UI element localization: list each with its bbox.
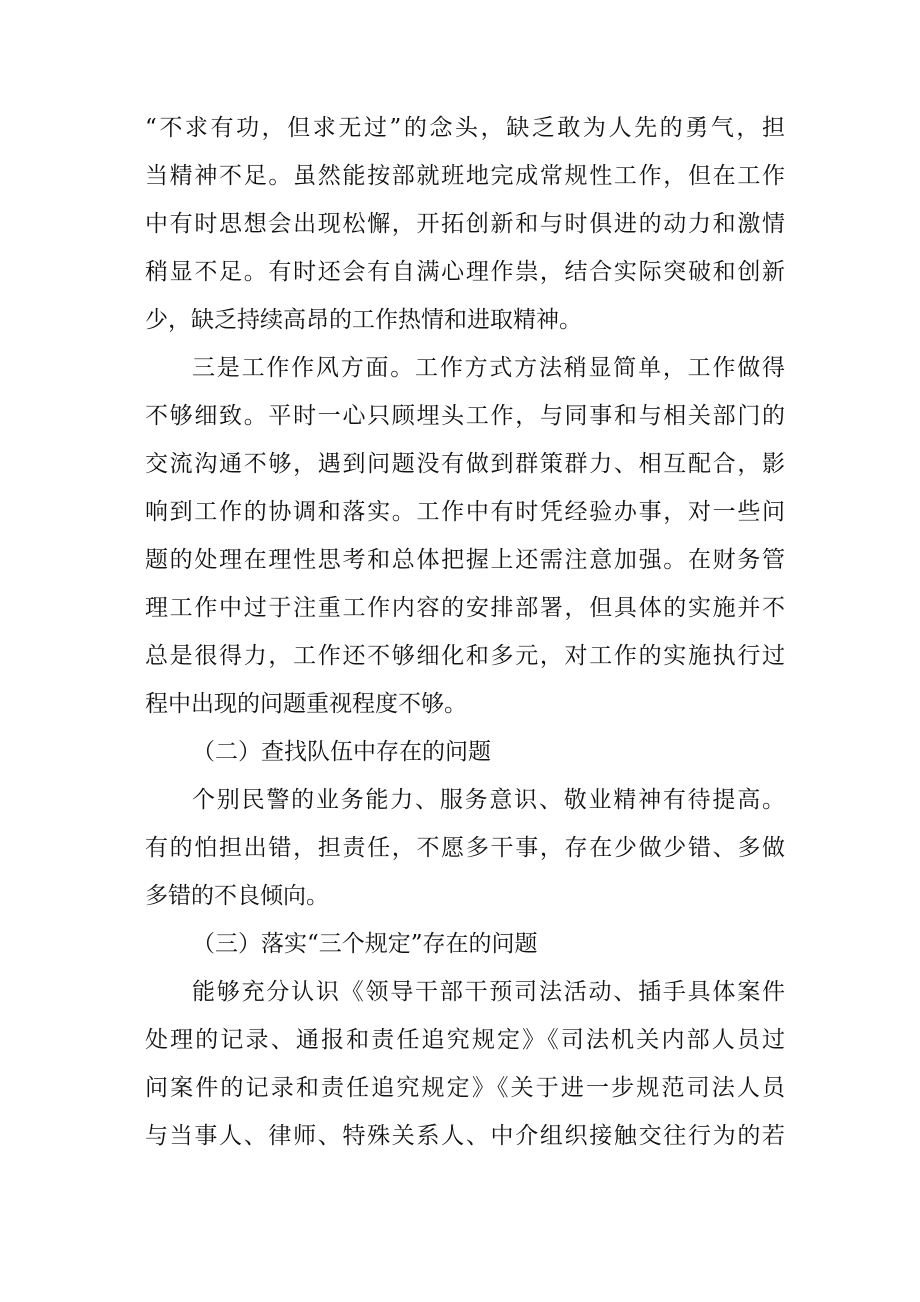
- text-line: 三是工作作风方面。工作方式方法稍显简单，工作做得: [192, 355, 785, 381]
- text-line: 处理的记录、通报和责任追究规定》《司法机关内部人员过: [145, 1027, 785, 1053]
- text-line: 理工作中过于注重工作内容的安排部署，但具体的实施并不: [145, 595, 785, 621]
- text-line: 总是很得力，工作还不够细化和多元，对工作的实施执行过: [145, 643, 785, 669]
- text-line: 能够充分认识《领导干部干预司法活动、插手具体案件: [192, 979, 785, 1005]
- text-line: 问案件的记录和责任追究规定》《关于进一步规范司法人员: [145, 1075, 785, 1101]
- text-line: 有的怕担出错，担责任，不愿多干事，存在少做少错、多做: [145, 835, 785, 861]
- section-heading: （二）查找队伍中存在的问题: [192, 739, 491, 765]
- text-line: 交流沟通不够，遇到问题没有做到群策群力、相互配合，影: [145, 451, 785, 477]
- text-line: 与当事人、律师、特殊关系人、中介组织接触交往行为的若: [145, 1123, 785, 1149]
- text-line: 当精神不足。虽然能按部就班地完成常规性工作，但在工作: [145, 163, 785, 189]
- text-line: 响到工作的协调和落实。工作中有时凭经验办事，对一些问: [145, 499, 785, 525]
- text-line: 不够细致。平时一心只顾埋头工作，与同事和与相关部门的: [145, 403, 785, 429]
- text-line: 稍显不足。有时还会有自满心理作祟，结合实际突破和创新: [145, 259, 785, 285]
- text-line: 中有时思想会出现松懈，开拓创新和与时俱进的动力和激情: [145, 211, 785, 237]
- text-line: 少，缺乏持续高昂的工作热情和进取精神。: [145, 307, 582, 333]
- section-heading: （三）落实“三个规定”存在的问题: [192, 931, 538, 957]
- text-line: 题的处理在理性思考和总体把握上还需注意加强。在财务管: [145, 547, 785, 573]
- text-line: 个别民警的业务能力、服务意识、敬业精神有待提高。: [192, 787, 785, 813]
- text-line: “不求有功，但求无过”的念头，缺乏敢为人先的勇气，担: [145, 115, 785, 141]
- text-line: 程中出现的问题重视程度不够。: [145, 691, 467, 717]
- text-line: 多错的不良倾向。: [145, 883, 329, 909]
